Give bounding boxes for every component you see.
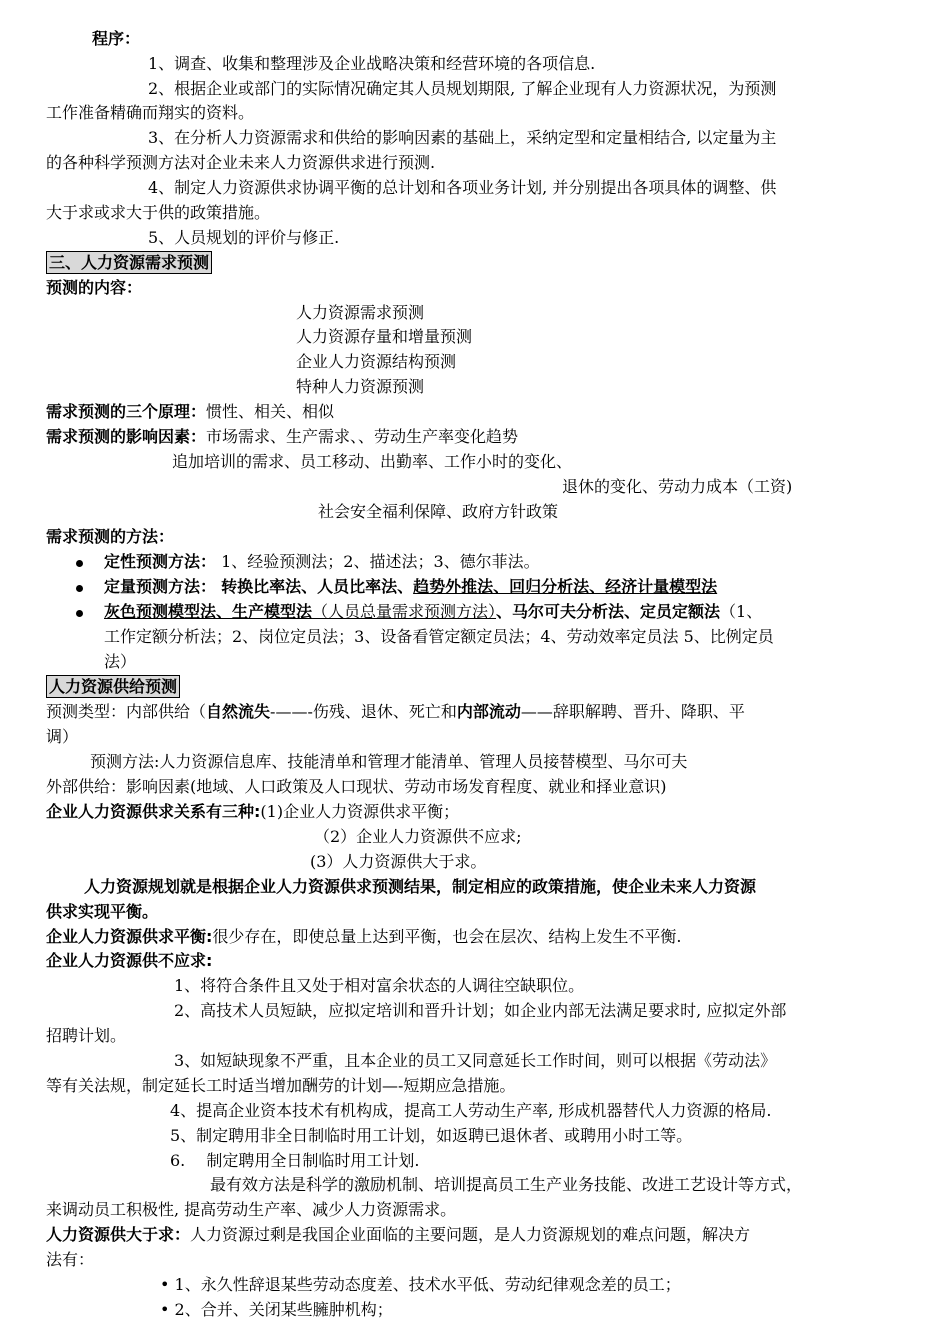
bullet-3 (76, 599, 83, 624)
shortage-item-3-line2: 等有关法规，制定延长工时适当增加酬劳的计划—-短期应急措施。 (46, 1076, 516, 1095)
shortage-item-6: 6. 制定聘用全日制临时用工计划. (170, 1151, 420, 1170)
method-grey-line2: 工作定额分析法；2、岗位定员法；3、设备看管定额定员法；4、劳动效率定员法 5、比例定员 (104, 627, 774, 646)
bullet-dot-icon (76, 610, 83, 617)
method-quantitative-label: 定量预测方法： (104, 577, 217, 596)
method-grey-part4: （1、 (720, 602, 763, 621)
balance-value: 很少存在，即使总量上达到平衡，也会在层次、结构上发生不平衡. (212, 927, 682, 946)
supply-types-natural-loss: 自然流失 (206, 702, 271, 721)
supply-types-text-c: -——-伤残、退休、死亡和 (270, 702, 457, 721)
procedure-step-3-line1: 3、在分析人力资源需求和供给的影响因素的基础上，采纳定型和定量相结合, 以定量为主 (148, 128, 777, 147)
content-item-2: 人力资源存量和增量预测 (296, 327, 473, 346)
method-grey-line1 (104, 599, 906, 624)
procedure-step-2-line2: 工作准备精确而翔实的资料。 (46, 103, 255, 122)
bullet-dot-icon (76, 560, 83, 567)
method-qualitative-value: 1、经验预测法；2、描述法；3、德尔菲法。 (221, 552, 540, 571)
shortage-item-1: 1、将符合条件且又处于相对富余状态的人调往空缺职位。 (174, 976, 585, 995)
method-grey-part3: 、马尔可夫分析法、定员定额法 (496, 602, 721, 621)
shortage-item-5: 5、制定聘用非全日制临时用工计划，如返聘已退休者、或聘用小时工等。 (170, 1126, 693, 1145)
bullet-small-icon: • (160, 1300, 170, 1319)
supply-section-title: 人力资源供给预测 (46, 675, 180, 698)
method-quantitative-underlined: 趋势外推法、回归分析法、经济计量模型法 (413, 577, 718, 596)
method-quantitative-plain: 转换比率法、人员比率法、 (221, 577, 414, 596)
supply-section-title-row (46, 674, 906, 699)
supply-types-text-a: 预测类型：内部供给（ (46, 702, 207, 721)
relation-item-2: （2）企业人力资源供不应求; (314, 827, 522, 846)
effective-method-line1: 最有效方法是科学的激励机制、培训提高员工生产业务技能、改进工艺设计等方式， (210, 1175, 803, 1194)
factors-row (46, 424, 906, 449)
surplus-item-2 (160, 1297, 906, 1322)
shortage-item-2-line2: 招聘计划。 (46, 1026, 127, 1045)
content-item-1: 人力资源需求预测 (296, 303, 425, 322)
surplus-label: 人力资源供大于求： (46, 1225, 191, 1244)
methods-heading: 需求预测的方法： (46, 527, 175, 546)
supply-types-line1 (46, 699, 906, 724)
procedure-heading: 程序： (92, 29, 141, 48)
method-qualitative-label: 定性预测方法： (104, 552, 217, 571)
bullet-dot-icon (76, 585, 83, 592)
factors-line-4: 社会安全福利保障、政府方针政策 (318, 502, 559, 521)
definition-line2: 供求实现平衡。 (46, 902, 159, 921)
content-item-3: 企业人力资源结构预测 (296, 352, 457, 371)
procedure-step-1: 1、调查、收集和整理涉及企业战略决策和经营环境的各项信息. (148, 54, 596, 73)
shortage-item-2-line1: 2、高技术人员短缺，应拟定培训和晋升计划；如企业内部无法满足要求时, 应拟定外部 (174, 1001, 787, 1020)
relation-label: 企业人力资源供求关系有三种: (46, 802, 261, 821)
surplus-text-line2: 法有： (46, 1250, 95, 1269)
method-grey-part2: （人员总量需求预测方法） (312, 602, 497, 621)
balance-label: 企业人力资源供求平衡: (46, 927, 213, 946)
surplus-item-1-text: 1、永久性辞退某些劳动态度差、技术水平低、劳动纪律观念差的员工； (174, 1275, 681, 1294)
definition-line1: 人力资源规划就是根据企业人力资源供求预测结果，制定相应的政策措施，使企业未来人力资源 (84, 877, 757, 896)
principles-label: 需求预测的三个原理： (46, 402, 207, 421)
supply-types-line2: 调） (46, 727, 79, 746)
shortage-item-3-line1: 3、如短缺现象不严重，且本企业的员工又同意延长工作时间，则可以根据《劳动法》 (174, 1051, 777, 1070)
surplus-row (46, 1222, 906, 1247)
principles-value: 惯性、相关、相似 (206, 402, 335, 421)
factors-label: 需求预测的影响因素： (46, 427, 207, 446)
shortage-heading: 企业人力资源供不应求: (46, 951, 213, 970)
factors-line-1: 市场需求、生产需求、、劳动生产率变化趋势 (206, 427, 519, 446)
supply-method-line: 预测方法:人力资源信息库、技能清单和管理才能清单、管理人员接替模型、马尔可夫 (90, 752, 688, 771)
procedure-step-4-line1: 4、制定人力资源供求协调平衡的总计划和各项业务计划, 并分别提出各项具体的调整、供 (148, 178, 777, 197)
method-grey-part1: 灰色预测模型法、生产模型法 (104, 602, 313, 621)
bullet-small-icon: • (160, 1275, 170, 1294)
method-quantitative (104, 574, 906, 599)
procedure-step-3-line2: 的各种科学预测方法对企业未来人力资源供求进行预测. (46, 153, 436, 172)
relation-item-3: (3）人力资源供大于求。 (310, 852, 487, 871)
procedure-step-5: 5、人员规划的评价与修正. (148, 228, 340, 247)
balance-row (46, 924, 906, 949)
surplus-item-1 (160, 1272, 906, 1297)
demand-section-title: 三、人力资源需求预测 (46, 251, 212, 274)
supply-types-text-e: ——辞职解聘、晋升、降职、平 (520, 702, 745, 721)
factors-line-2: 追加培训的需求、员工移动、出勤率、工作小时的变化、 (172, 452, 573, 471)
procedure-step-4-line2: 大于求或求大于供的政策措施。 (46, 203, 271, 222)
relation-item-1: (1)企业人力资源供求平衡； (260, 802, 460, 821)
surplus-item-2-text: 2、合并、关闭某些臃肿机构； (174, 1300, 393, 1319)
factors-line-3: 退休的变化、劳动力成本（工资) (562, 477, 793, 496)
effective-method-line2: 来调动员工积极性, 提高劳动生产率、减少人力资源需求。 (46, 1200, 457, 1219)
demand-section-title-row (46, 250, 906, 275)
surplus-text-line1: 人力资源过剩是我国企业面临的主要问题，是人力资源规划的难点问题，解决方 (190, 1225, 751, 1244)
bullet-2 (76, 574, 83, 599)
supply-types-internal-flow: 内部流动 (456, 702, 521, 721)
content-item-4: 特种人力资源预测 (296, 377, 425, 396)
relation-row (46, 799, 906, 824)
external-supply-line: 外部供给：影响因素(地域、人口政策及人口现状、劳动市场发育程度、就业和择业意识) (46, 777, 667, 796)
method-qualitative (104, 549, 906, 574)
bullet-1 (76, 549, 83, 574)
content-heading: 预测的内容： (46, 278, 143, 297)
procedure-step-2-line1: 2、根据企业或部门的实际情况确定其人员规划期限, 了解企业现有人力资源状况，为预测 (148, 79, 777, 98)
method-grey-line3: 法） (104, 652, 137, 671)
principles-row (46, 399, 906, 424)
shortage-item-4: 4、提高企业资本技术有机构成，提高工人劳动生产率, 形成机器替代人力资源的格局. (170, 1101, 772, 1120)
